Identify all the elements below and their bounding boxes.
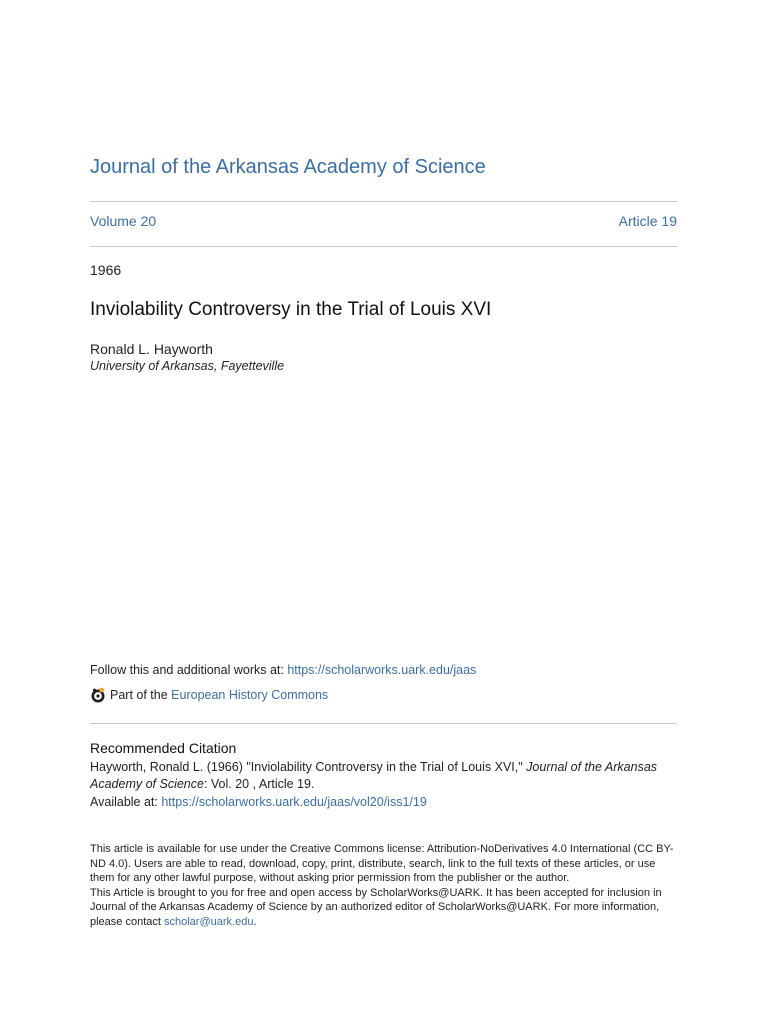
citation-text — [90, 759, 680, 793]
publication-year: 1966 — [90, 262, 122, 278]
divider-top — [90, 201, 677, 202]
contact-email-link[interactable]: scholar@uark.edu — [164, 915, 254, 928]
commons-network-icon — [90, 687, 106, 703]
volume-link[interactable]: Volume 20 — [90, 213, 157, 229]
european-history-commons-link[interactable]: European History Commons — [171, 688, 329, 702]
recommended-citation-heading: Recommended Citation — [90, 740, 237, 756]
divider-volume — [90, 246, 677, 247]
license-line-2-post: . — [253, 915, 257, 928]
part-of-prefix: Part of the — [110, 688, 168, 702]
part-of-line — [90, 687, 328, 703]
follow-line — [90, 663, 476, 677]
author-name: Ronald L. Hayworth — [90, 341, 213, 357]
available-at-line — [90, 795, 427, 809]
divider-citation — [90, 723, 677, 724]
license-line-1: This article is available for use under the Creative Commons license: Attribution-NoDerivatives 4.0 International (CC BY-ND 4.0). Users are able to read, download, copy, print, distribute, search, link to the full texts of these articles, or use them for any other lawful purpose, without asking prior permission from the publisher or the author. — [90, 843, 674, 885]
follow-url-link[interactable]: https://scholarworks.uark.edu/jaas — [287, 663, 477, 677]
journal-title-link[interactable] — [90, 156, 486, 179]
article-number-link[interactable]: Article 19 — [618, 213, 677, 229]
license-statement — [90, 842, 680, 930]
author-affiliation: University of Arkansas, Fayetteville — [90, 359, 285, 373]
journal-title[interactable]: Journal of the Arkansas Academy of Science — [90, 156, 486, 178]
license-line-2 — [90, 886, 680, 930]
available-prefix: Available at: — [90, 795, 162, 809]
license-line-2-pre: This Article is brought to you for free and open access by ScholarWorks@UARK. It has been accepted for inclusion in Journal of the Arkansas Academy of Science by an authorized editor of ScholarWorks@UARK. For more information, please contact — [90, 886, 662, 928]
follow-prefix: Follow this and additional works at: — [90, 663, 288, 677]
citation-text-post: : Vol. 20 , Article 19. — [203, 777, 315, 791]
citation-journal: Journal of the Arkansas Academy of Science — [90, 760, 658, 791]
citation-text-pre: Hayworth, Ronald L. (1966) "Inviolability Controversy in the Trial of Louis XVI," — [90, 760, 527, 774]
article-title: Inviolability Controversy in the Trial of Louis XVI — [90, 299, 492, 320]
available-url-link[interactable]: https://scholarworks.uark.edu/jaas/vol20/iss1/19 — [161, 795, 427, 809]
